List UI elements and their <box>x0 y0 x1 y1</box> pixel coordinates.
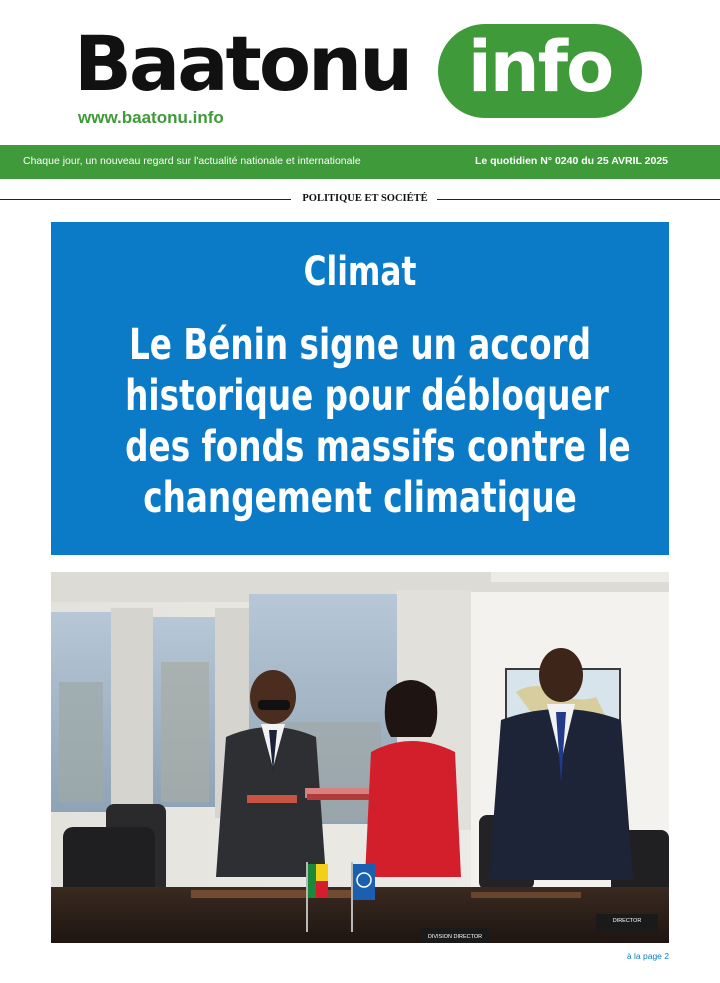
headline-line: changement climatique <box>143 473 577 523</box>
issue-info: Le quotidien N° 0240 du 25 AVRIL 2025 <box>474 155 668 167</box>
masthead-logo[interactable] <box>74 18 654 128</box>
section-rule-right <box>437 199 720 200</box>
photo-illustration <box>51 572 669 943</box>
headline-kicker: Climat <box>303 249 417 295</box>
header-band <box>0 145 720 179</box>
logo-wordmark: Baatonu <box>74 19 411 108</box>
logo-pill <box>438 24 642 118</box>
section-rule-left <box>0 199 291 200</box>
section-header <box>0 191 720 209</box>
website-link[interactable]: www.baatonu.info <box>78 108 224 127</box>
headline-box[interactable] <box>51 222 669 555</box>
headline-line: des fonds massifs contre le <box>125 422 631 472</box>
nameplate-right: DIRECTOR <box>612 918 642 924</box>
logo-pill-text: info <box>467 26 613 108</box>
continued-page-link[interactable]: à la page 2 <box>626 951 669 961</box>
nameplate-left: DIVISION DIRECTOR <box>427 934 483 940</box>
headline-title <box>51 320 669 524</box>
signing-ceremony-photo[interactable] <box>51 572 669 943</box>
headline-line: Le Bénin signe un accord <box>128 320 592 370</box>
section-label: POLITIQUE ET SOCIÉTÉ <box>302 193 428 204</box>
headline-line: historique pour débloquer <box>125 371 609 421</box>
tagline: Chaque jour, un nouveau regard sur l'actualité nationale et internationale <box>23 155 361 167</box>
